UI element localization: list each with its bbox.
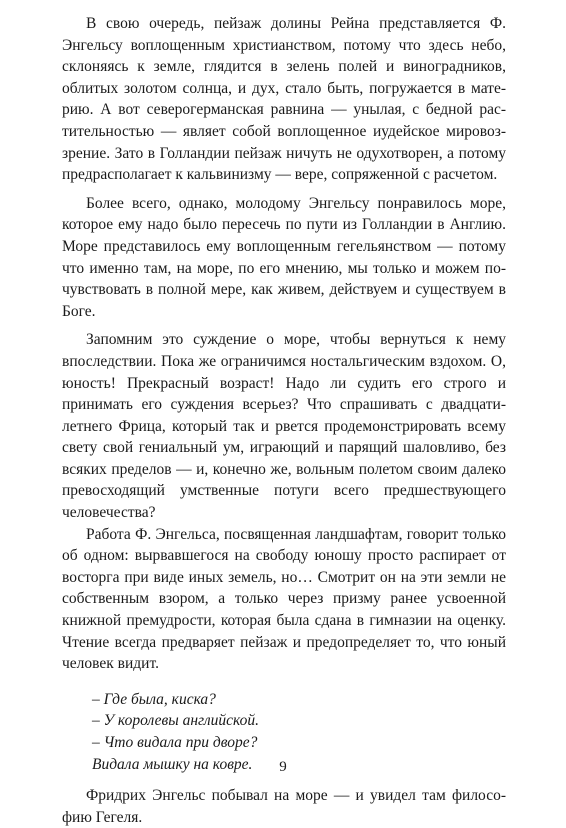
verse-line: – Что видала при дворе?	[92, 734, 258, 751]
paragraph-2: Более всего, однако, молодому Энгельсу понравилось море, которое ему надо было пересечь по пути из Голландии в Англию. Море представилось ему воплощенным гегельянством — потому что именно там, на море, по его мнению, мы только и можем почувствовать в полной мере, как живем, действуем и существуем в Боге.	[62, 194, 506, 320]
verse-line: – Где была, киска?	[92, 690, 216, 708]
paragraph-1: В свою очередь, пейзаж долины Рейна представляется Ф. Энгельсу воплощенным христианством, потому что здесь небо, склоняясь к земле, глядится в зелень полей и виноградников, облитых золотом солнца, и дух, стало быть, погружается в материю. А вот северогерманская равнина — унылая, с бедной растительностью — являет собой воплощенное иудейское мировоззрение. Зато в Голландии пейзаж ничуть не одухотворен, а потому предрасполагает к кальвинизму — вере, сопряженной с расчетом.	[62, 15, 506, 184]
page-number: 9	[279, 759, 287, 775]
paragraph-3: Запомним это суждение о море, чтобы вернуться к нему впоследствии. Пока же ограничимся ностальгическим вздохом. О, юность! Прекрасный возраст! Надо ли судить его строго и принимать его суждения всерьез? Что спрашивать с двадцатилетнего Фрица, который так и рвется продемонстрировать всему свету свой гениальный ум, играющий и парящий шаловливо, без всяких пределов — и, конечно же, вольным полетом своим далеко превосходящий умственные потуги всего предшествующего человечества?	[62, 331, 506, 522]
paragraph-4: Работа Ф. Энгельса, посвященная ландшафтам, говорит только об одном: вырвавшегося на свободу юношу просто распирает от восторга при виде иных земель, но… Смотрит он на эти земли не собственным взором, а только через призму ранее усвоенной книжной премудрости, которая была сдана в гимназии на оценку. Чтение всегда предваряет пейзаж и предопределяет то, что юный человек видит.	[62, 525, 506, 673]
verse-line: Видала мышку на ковре.	[92, 755, 253, 773]
paragraph-final: Фридрих Энгельс побывал на море — и увидел там философию Гегеля.	[62, 787, 506, 826]
verse-line: – У королевы английской.	[92, 712, 260, 730]
